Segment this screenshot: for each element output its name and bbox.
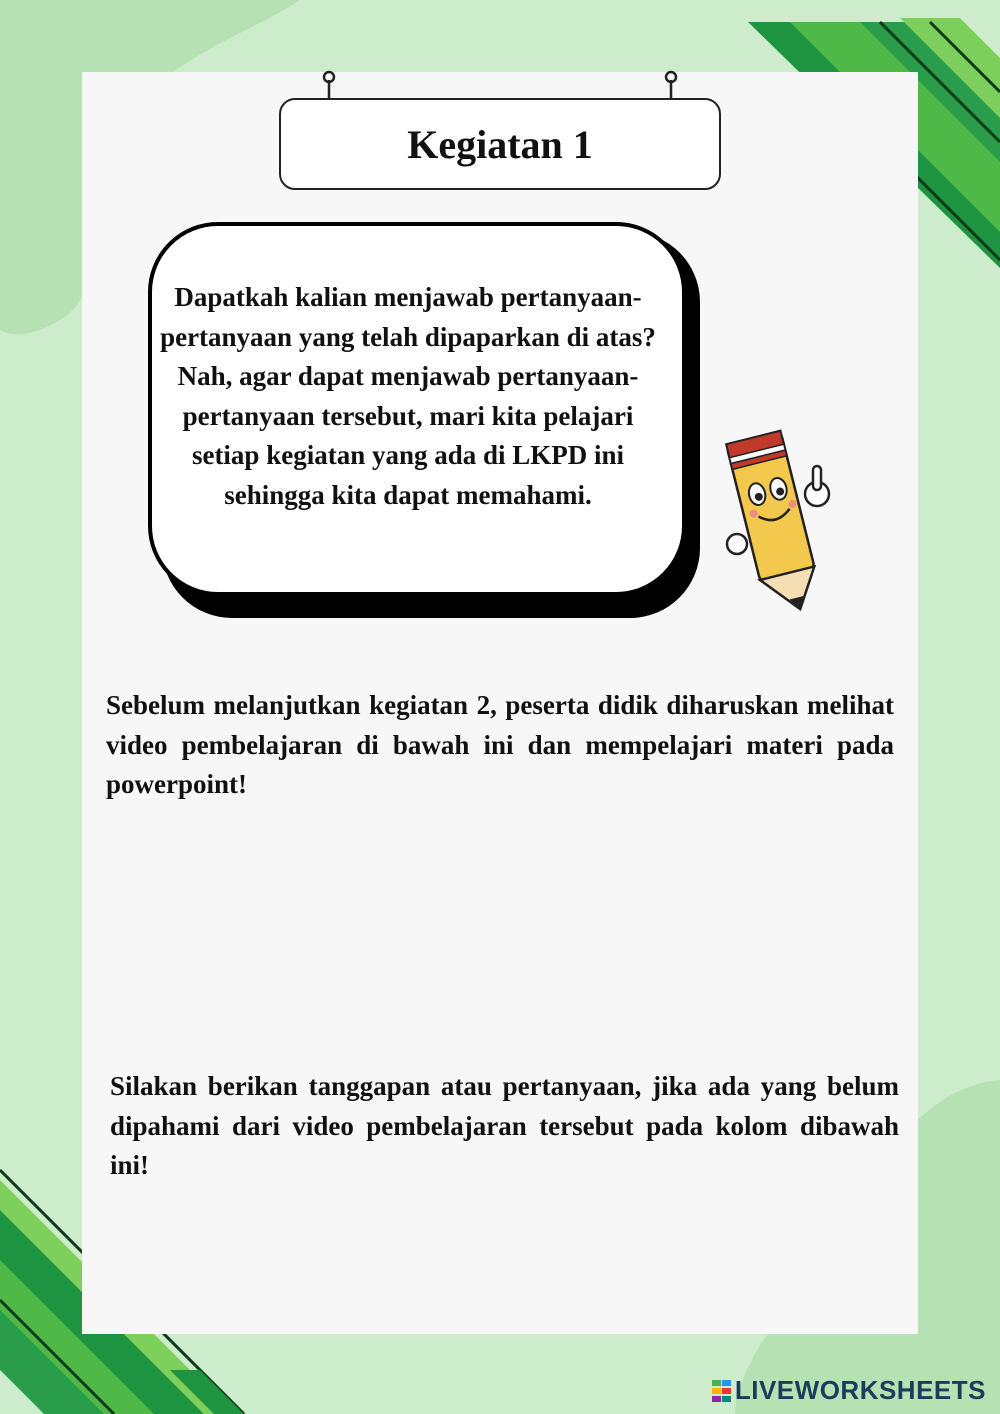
speech-bubble-text: Dapatkah kalian menjawab pertanyaan-pertanyaan yang telah dipaparkan di atas? Nah, agar dapat menjawab pertanyaan-pertanyaan tersebut, mari kita pelajari setiap kegiatan yang ada di LKPD ini sehingga kita dapat memahami. — [160, 282, 656, 510]
liveworksheets-logo-icon — [712, 1380, 732, 1402]
page-title: Kegiatan 1 — [407, 121, 593, 167]
pencil-mascot-illustration — [715, 416, 840, 616]
instruction-video: Sebelum melanjutkan kegiatan 2, peserta didik diharuskan melihat video pembelajaran di bawah ini dan mempelajari materi pada powerpoint! — [106, 690, 894, 799]
liveworksheets-brand — [712, 1375, 986, 1406]
instruction-response: Silakan berikan tanggapan atau pertanyaan, jika ada yang belum dipahami dari video pembelajaran tersebut pada kolom dibawah ini! — [110, 1071, 899, 1180]
brand-text: LIVEWORKSHEETS — [734, 1375, 986, 1405]
title-tag — [279, 98, 721, 190]
